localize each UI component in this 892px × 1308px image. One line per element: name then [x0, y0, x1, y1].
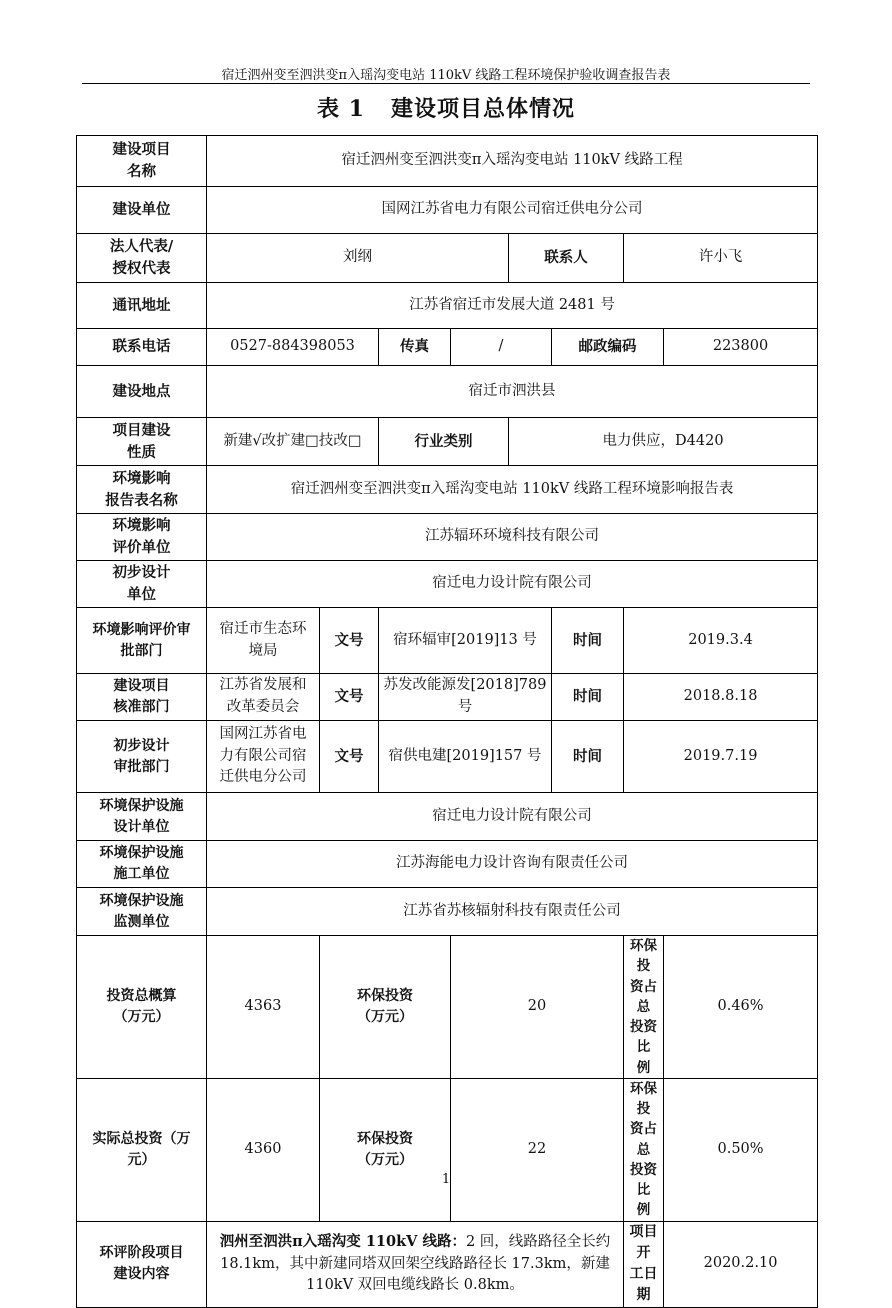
row-address: [77, 283, 818, 329]
nature-value: 新建√改扩建□技改□: [207, 418, 379, 466]
design-value: 宿迁电力设计院有限公司: [207, 561, 818, 608]
env-build-label: 环境保护设施 施工单位: [77, 841, 207, 888]
approval-time: 2019.3.4: [624, 608, 818, 674]
row-budget: [77, 936, 818, 1079]
project-overview-table: [76, 135, 818, 1308]
row-actual: [77, 1078, 818, 1221]
industry-label: 行业类别: [379, 418, 509, 466]
contact-label: 联系人: [509, 234, 624, 283]
fax-label: 传真: [379, 329, 451, 366]
table-number: 表 1: [317, 96, 365, 122]
site-label: 建设地点: [77, 366, 207, 418]
industry-value: 电力供应，D4420: [509, 418, 818, 466]
approval-dept: 国网江苏省电 力有限公司宿 迁供电分公司: [207, 721, 320, 793]
unit-label: 建设单位: [77, 187, 207, 234]
row-unit: [77, 187, 818, 234]
row-env-design: [77, 793, 818, 841]
actual-ratio-label: 环保投 资占总 投资比 例: [624, 1078, 664, 1221]
approval-row: [77, 608, 818, 674]
postcode-label: 邮政编码: [552, 329, 664, 366]
eia-unit-value: 江苏辐环环境科技有限公司: [207, 514, 818, 561]
approval-time-label: 时间: [552, 608, 624, 674]
phone-label: 联系电话: [77, 329, 207, 366]
approval-time: 2018.8.18: [624, 674, 818, 721]
row-eia-report: [77, 466, 818, 514]
start-label: 项目开 工日期: [624, 1221, 664, 1307]
legal-label: 法人代表/ 授权代表: [77, 234, 207, 283]
content-bold: 泗州至泗洪π入瑶沟变 110kV 线路：: [219, 1232, 466, 1250]
approval-doc: 宿环辐审[2019]13 号: [379, 608, 552, 674]
approval-time: 2019.7.19: [624, 721, 818, 793]
actual-env-value: 22: [451, 1078, 624, 1221]
content-text: 2 回，线路路径全长约 18.1km，其中新建同塔双回架空线路路径长 17.3km，新建 110kV 双回电缆线路长 0.8km。: [220, 1233, 611, 1294]
approval-row: [77, 674, 818, 721]
row-eia-unit: [77, 514, 818, 561]
page-header: 宿迁泗州变至泗洪变π入瑶沟变电站 110kV 线路工程环境保护验收调查报告表: [221, 68, 671, 83]
table-title-text: 建设项目总体情况: [390, 96, 575, 122]
approval-row: [77, 721, 818, 793]
approval-doc-label: 文号: [320, 608, 379, 674]
budget-env-value: 20: [451, 936, 624, 1079]
approval-time-label: 时间: [552, 674, 624, 721]
approval-label: 环境影响评价审 批部门: [77, 608, 207, 674]
env-monitor-value: 江苏省苏核辐射科技有限责任公司: [207, 888, 818, 936]
postcode-value: 223800: [664, 329, 818, 366]
fax-value: /: [451, 329, 552, 366]
content-label: 环评阶段项目 建设内容: [77, 1221, 207, 1307]
row-site: [77, 366, 818, 418]
actual-label: 实际总投资（万 元）: [77, 1078, 207, 1221]
row-content: [77, 1221, 818, 1307]
content-value: [207, 1221, 624, 1307]
row-project-name: [77, 136, 818, 187]
budget-value: 4363: [207, 936, 320, 1079]
unit-value: 国网江苏省电力有限公司宿迁供电分公司: [207, 187, 818, 234]
header-rule: [82, 83, 810, 84]
budget-ratio-value: 0.46%: [664, 936, 818, 1079]
approval-doc-label: 文号: [320, 674, 379, 721]
actual-env-label: 环保投资 （万元）: [320, 1078, 451, 1221]
budget-label: 投资总概算 （万元）: [77, 936, 207, 1079]
row-nature: [77, 418, 818, 466]
site-value: 宿迁市泗洪县: [207, 366, 818, 418]
budget-env-label: 环保投资 （万元）: [320, 936, 451, 1079]
budget-ratio-label: 环保投 资占总 投资比 例: [624, 936, 664, 1079]
table-title: [0, 92, 892, 123]
approval-time-label: 时间: [552, 721, 624, 793]
env-design-value: 宿迁电力设计院有限公司: [207, 793, 818, 841]
approval-dept: 宿迁市生态环 境局: [207, 608, 320, 674]
eia-report-value: 宿迁泗州变至泗洪变π入瑶沟变电站 110kV 线路工程环境影响报告表: [207, 466, 818, 514]
address-value: 江苏省宿迁市发展大道 2481 号: [207, 283, 818, 329]
project-name-value: 宿迁泗州变至泗洪变π入瑶沟变电站 110kV 线路工程: [207, 136, 818, 187]
design-label: 初步设计 单位: [77, 561, 207, 608]
row-env-monitor: [77, 888, 818, 936]
approval-dept: 江苏省发展和 改革委员会: [207, 674, 320, 721]
legal-value: 刘纲: [207, 234, 509, 283]
row-env-build: [77, 841, 818, 888]
project-name-label: 建设项目 名称: [77, 136, 207, 187]
row-legal: [77, 234, 818, 283]
start-value: 2020.2.10: [664, 1221, 818, 1307]
eia-report-label: 环境影响 报告表名称: [77, 466, 207, 514]
address-label: 通讯地址: [77, 283, 207, 329]
env-build-value: 江苏海能电力设计咨询有限责任公司: [207, 841, 818, 888]
contact-value: 许小飞: [624, 234, 818, 283]
phone-value: 0527-884398053: [207, 329, 379, 366]
page-number: 1: [441, 1172, 451, 1187]
row-design: [77, 561, 818, 608]
row-phone: [77, 329, 818, 366]
actual-value: 4360: [207, 1078, 320, 1221]
approval-doc: 苏发改能源发[2018]789 号: [379, 674, 552, 721]
nature-label: 项目建设 性质: [77, 418, 207, 466]
eia-unit-label: 环境影响 评价单位: [77, 514, 207, 561]
env-monitor-label: 环境保护设施 监测单位: [77, 888, 207, 936]
approval-doc: 宿供电建[2019]157 号: [379, 721, 552, 793]
actual-ratio-value: 0.50%: [664, 1078, 818, 1221]
approval-label: 建设项目 核准部门: [77, 674, 207, 721]
env-design-label: 环境保护设施 设计单位: [77, 793, 207, 841]
approval-doc-label: 文号: [320, 721, 379, 793]
approval-label: 初步设计 审批部门: [77, 721, 207, 793]
